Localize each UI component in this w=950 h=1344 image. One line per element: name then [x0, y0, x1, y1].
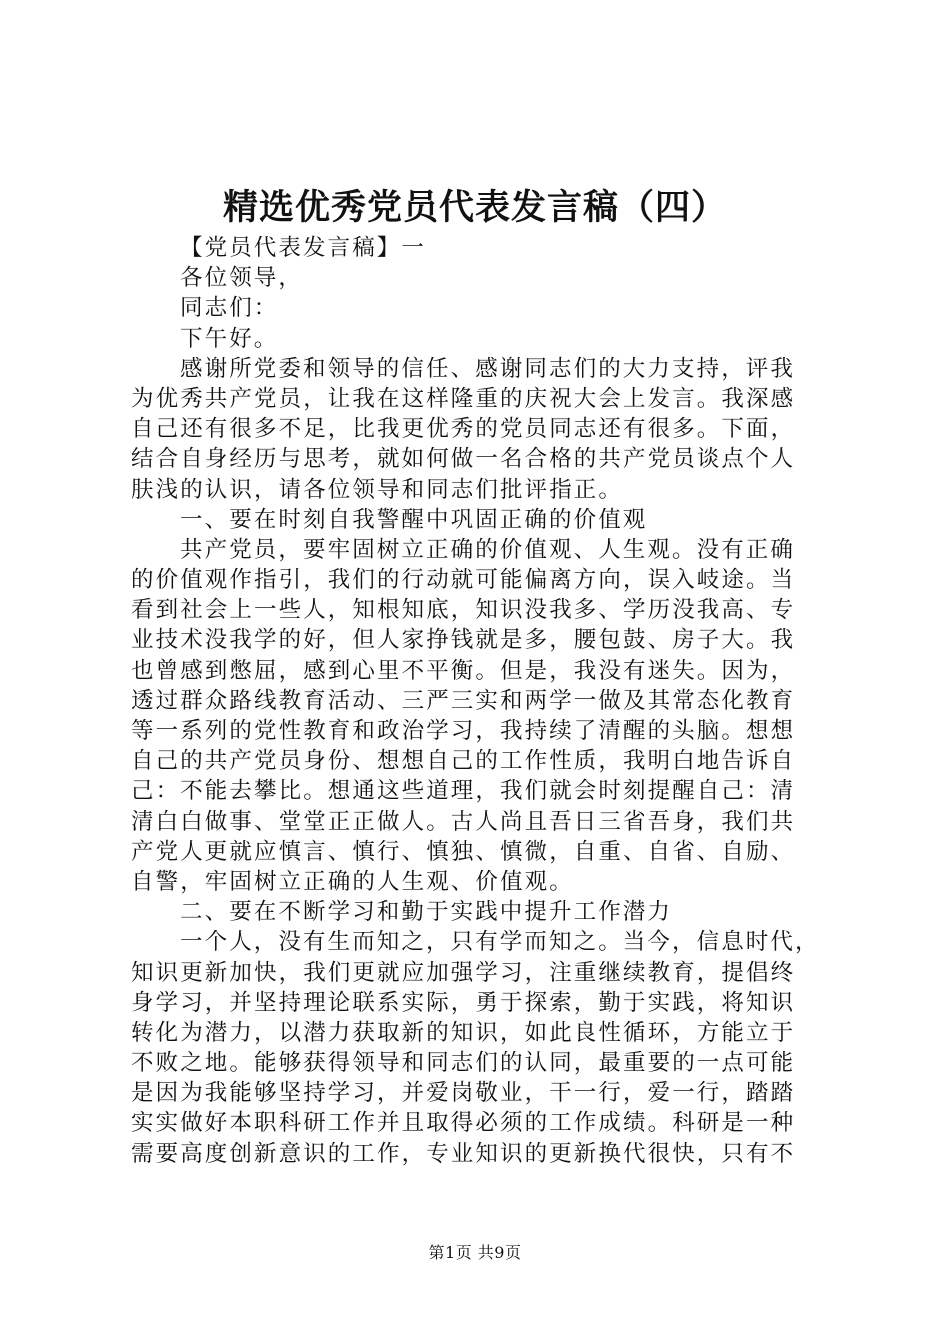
body-line: 产党人更就应慎言、慎行、慎独、慎微，自重、自省、自励、 — [131, 838, 796, 865]
body-line: 共产党员，要牢固树立正确的价值观、人生观。没有正确 — [180, 536, 796, 563]
body-line: 的价值观作指引，我们的行动就可能偏离方向，误入岐途。当 — [131, 567, 796, 594]
body-line: 业技术没我学的好，但人家挣钱就是多，腰包鼓、房子大。我 — [131, 627, 796, 654]
body-line: 看到社会上一些人，知根知底，知识没我多、学历没我高、专 — [131, 597, 796, 624]
body-line: 自己还有很多不足，比我更优秀的党员同志还有很多。下面， — [131, 416, 796, 443]
body-line: 【党员代表发言稿】一 — [180, 235, 427, 261]
body-line: 等一系列的党性教育和政治学习，我持续了清醒的头脑。想想 — [131, 718, 796, 744]
body-line: 二、要在不断学习和勤于实践中提升工作潜力 — [180, 899, 673, 926]
body-line: 肤浅的认识，请各位领导和同志们批评指正。 — [131, 476, 624, 503]
body-line: 下午好。 — [180, 325, 279, 352]
body-line: 感谢所党委和领导的信任、感谢同志们的大力支持，评我 — [180, 355, 796, 382]
body-line: 自己的共产党员身份、想想自己的工作性质，我明白地告诉自 — [131, 748, 796, 775]
body-line: 需要高度创新意识的工作，专业知识的更新换代很快，只有不 — [131, 1140, 796, 1167]
body-line: 结合自身经历与思考，就如何做一名合格的共产党员谈点个人 — [131, 446, 796, 473]
body-line: 己：不能去攀比。想通这些道理，我们就会时刻提醒自己：清 — [131, 778, 796, 805]
document-title: 精选优秀党员代表发言稿（四） — [222, 187, 727, 228]
body-line: 透过群众路线教育活动、三严三实和两学一做及其常态化教育 — [131, 687, 796, 714]
body-line: 一个人，没有生而知之，只有学而知之。当今，信息时代， — [180, 929, 820, 956]
body-line: 自警，牢固树立正确的人生观、价值观。 — [131, 868, 574, 895]
body-line: 身学习，并坚持理论联系实际，勇于探索，勤于实践，将知识 — [131, 989, 796, 1016]
body-line: 同志们： — [180, 295, 279, 322]
page-footer: 第1页 共9页 — [428, 1243, 522, 1262]
body-line: 清白白做事、堂堂正正做人。古人尚且吾日三省吾身，我们共 — [131, 808, 796, 835]
body-line: 为优秀共产党员，让我在这样隆重的庆祝大会上发言。我深感 — [131, 385, 796, 412]
body-line: 实实做好本职科研工作并且取得必须的工作成绩。科研是一种 — [131, 1110, 796, 1137]
body-line: 是因为我能够坚持学习，并爱岗敬业，干一行，爱一行，踏踏 — [131, 1080, 796, 1107]
document-body — [131, 233, 831, 1169]
body-line: 各位领导， — [180, 265, 304, 292]
body-line: 转化为潜力，以潜力获取新的知识，如此良性循环，方能立于 — [131, 1019, 796, 1046]
body-line: 知识更新加快，我们更就应加强学习，注重继续教育，提倡终 — [131, 959, 796, 986]
body-line: 一、要在时刻自我警醒中巩固正确的价值观 — [180, 506, 648, 533]
body-line: 不败之地。能够获得领导和同志们的认同，最重要的一点可能 — [131, 1050, 796, 1077]
body-line: 也曾感到憋屈，感到心里不平衡。但是，我没有迷失。因为， — [131, 657, 796, 684]
